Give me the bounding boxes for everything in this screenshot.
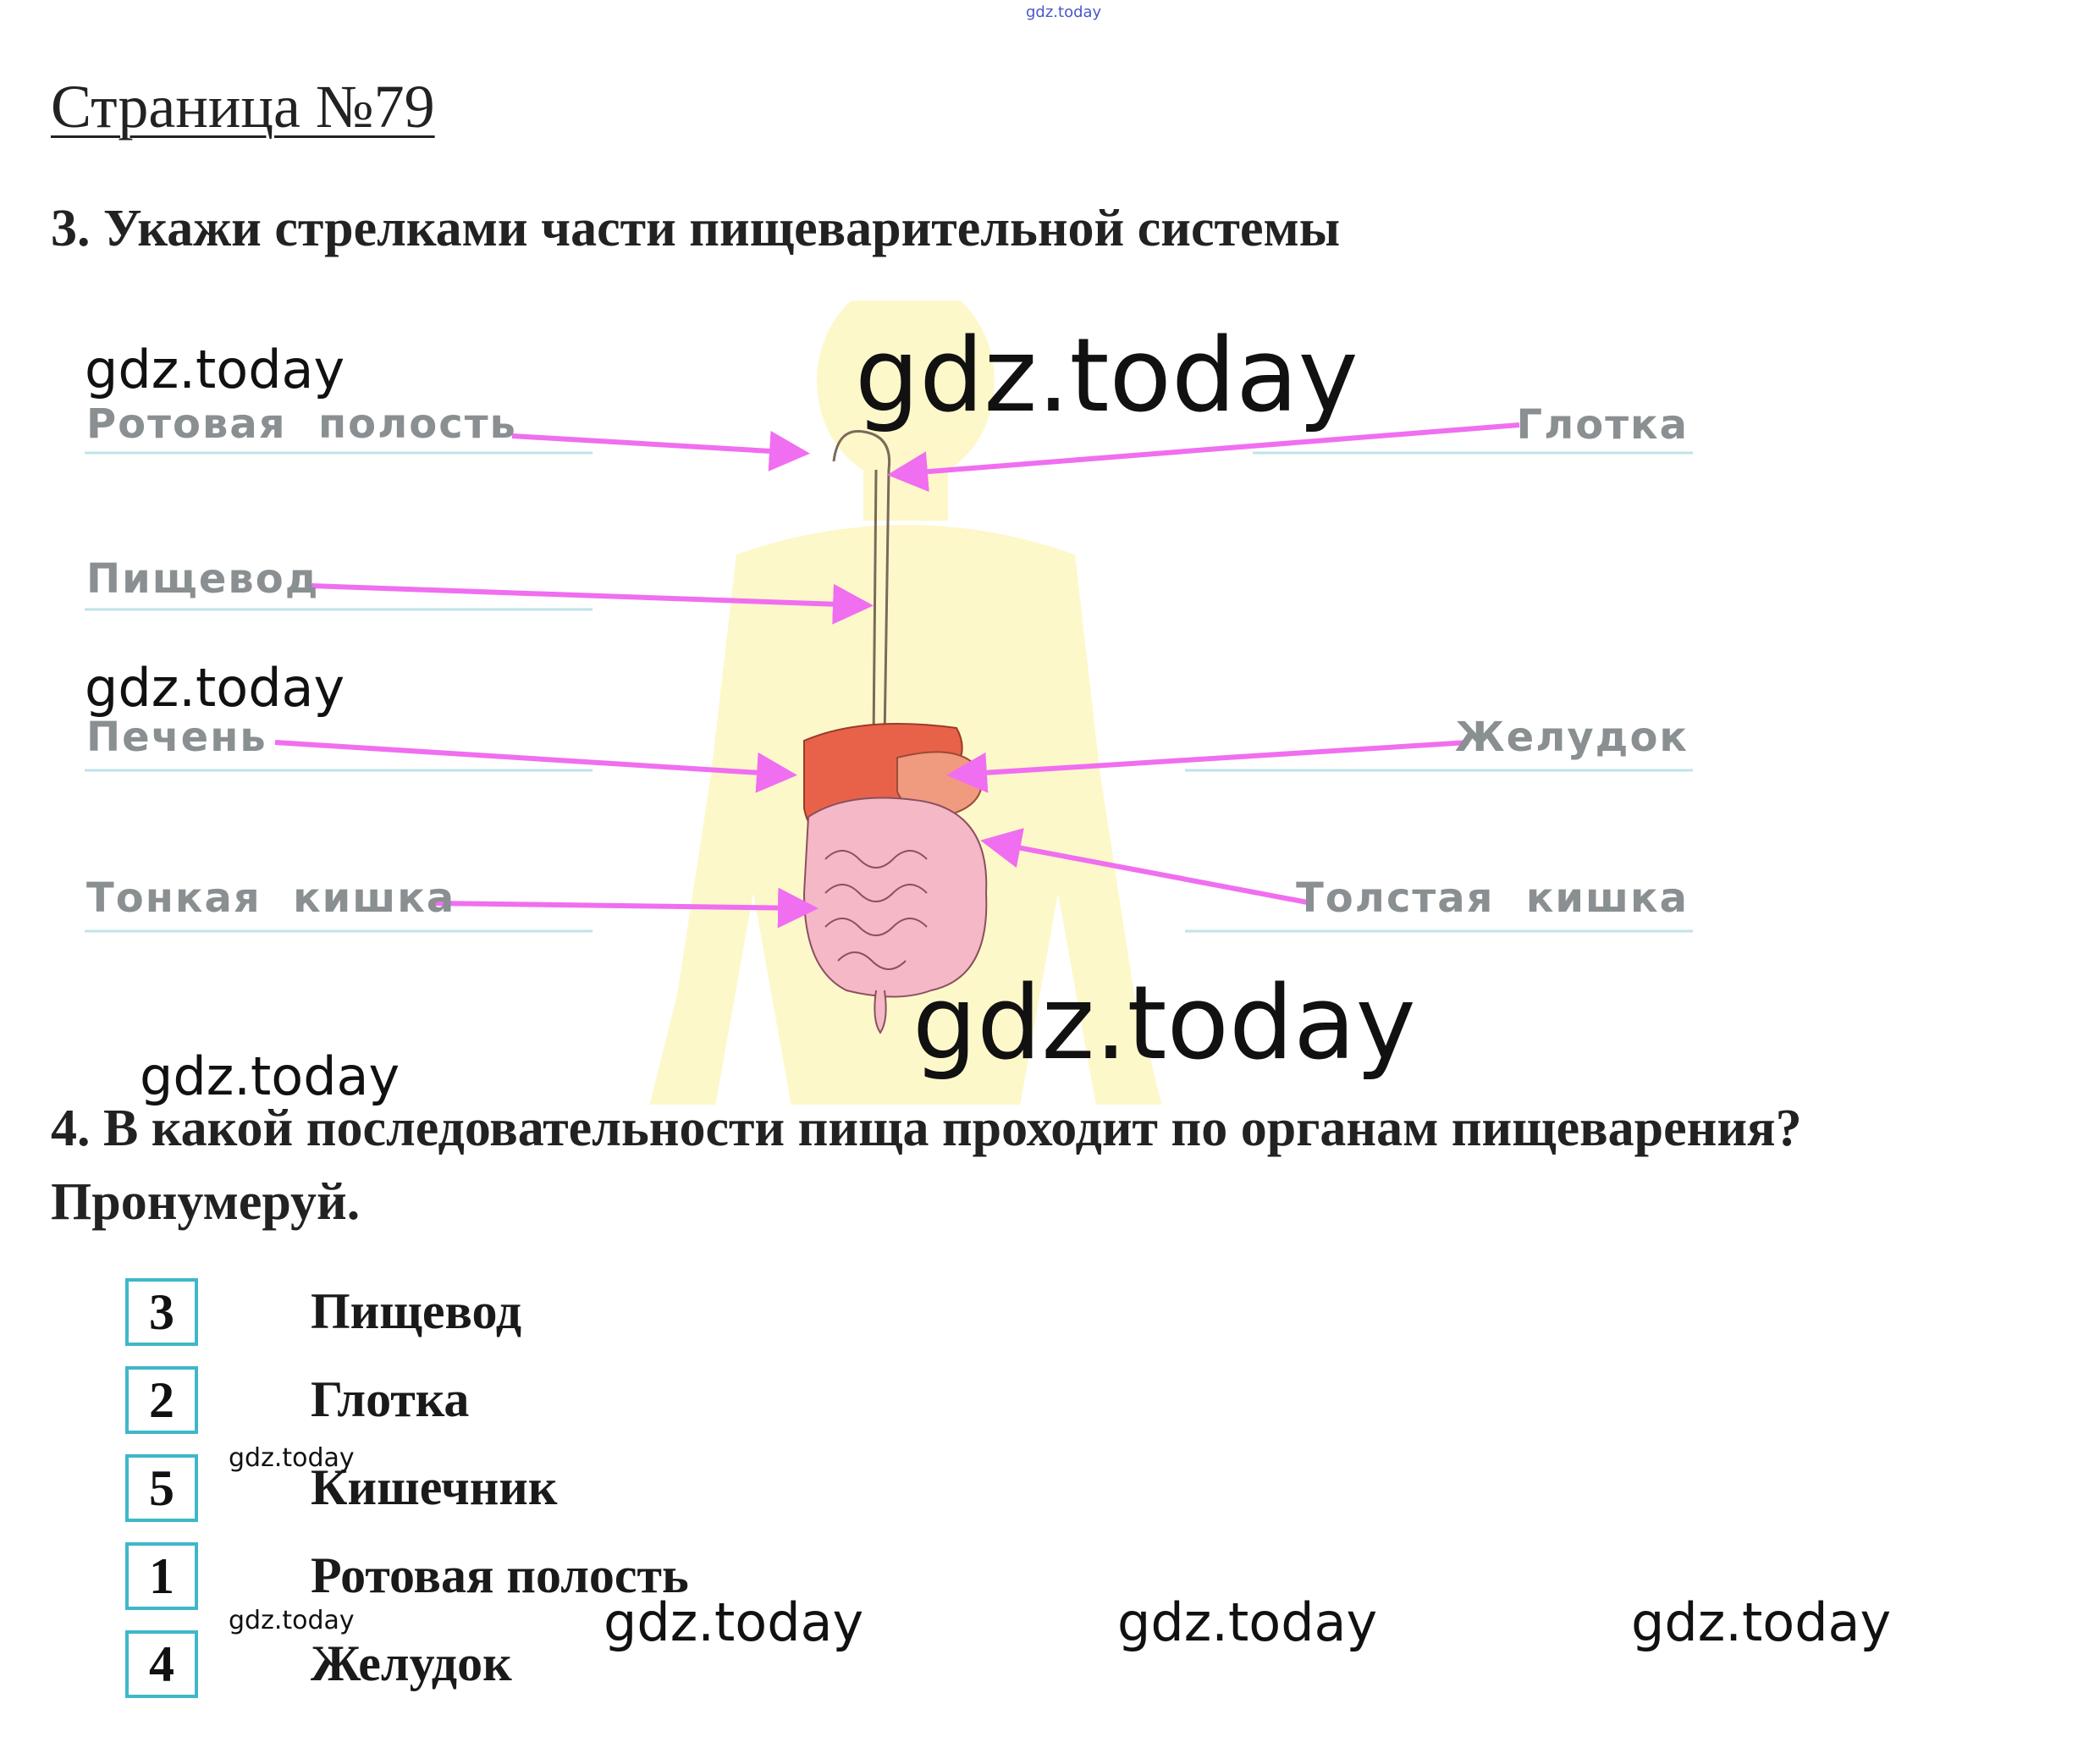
- watermark-5: gdz.today: [140, 1045, 400, 1107]
- watermark-9: gdz.today: [1117, 1591, 1378, 1653]
- task4-subtitle: Пронумеруй.: [51, 1173, 361, 1231]
- watermark-4: gdz.today: [912, 965, 1416, 1083]
- watermark-3: gdz.today: [85, 657, 345, 719]
- watermark-7: gdz.today: [229, 1606, 355, 1635]
- task3-title: 3. Укажи стрелками части пищеварительной системы: [51, 200, 1341, 257]
- list-item-label: Пищевод: [311, 1283, 522, 1339]
- label-esophagus: Пищевод: [86, 555, 320, 603]
- label-small-intestine: Тонкая кишка: [86, 874, 456, 922]
- watermark-10: gdz.today: [1631, 1591, 1892, 1653]
- label-large-intestine: Толстая кишка: [1296, 874, 1689, 922]
- label-liver: Печень: [86, 714, 267, 761]
- list-item-label: Ротовая полость: [311, 1547, 689, 1603]
- label-stomach: Желудок: [1454, 714, 1689, 761]
- list-item-label: Желудок: [311, 1635, 512, 1691]
- answer-box[interactable]: 4: [125, 1630, 198, 1698]
- label-pharynx: Глотка: [1516, 401, 1689, 449]
- answer-box[interactable]: 1: [125, 1542, 198, 1610]
- page-title: Страница №79: [51, 73, 435, 141]
- answer-box[interactable]: 2: [125, 1366, 198, 1434]
- watermark-2: gdz.today: [855, 317, 1359, 435]
- label-mouth: Ротовая полость: [86, 400, 517, 448]
- list-item-label: Глотка: [311, 1371, 470, 1427]
- watermark-top: gdz.today: [1026, 3, 1102, 21]
- watermark-6: gdz.today: [229, 1443, 355, 1473]
- arrow-small-intestine: [434, 903, 808, 908]
- watermark-8: gdz.today: [604, 1591, 864, 1653]
- answer-box[interactable]: 3: [125, 1278, 198, 1346]
- watermark-1: gdz.today: [85, 339, 345, 400]
- arrow-mouth: [512, 436, 800, 453]
- answer-box[interactable]: 5: [125, 1454, 198, 1522]
- task4-title: 4. В какой последовательности пища проходит по органам пищеварения?: [51, 1100, 1802, 1157]
- list-item-label: Кишечник: [311, 1459, 558, 1515]
